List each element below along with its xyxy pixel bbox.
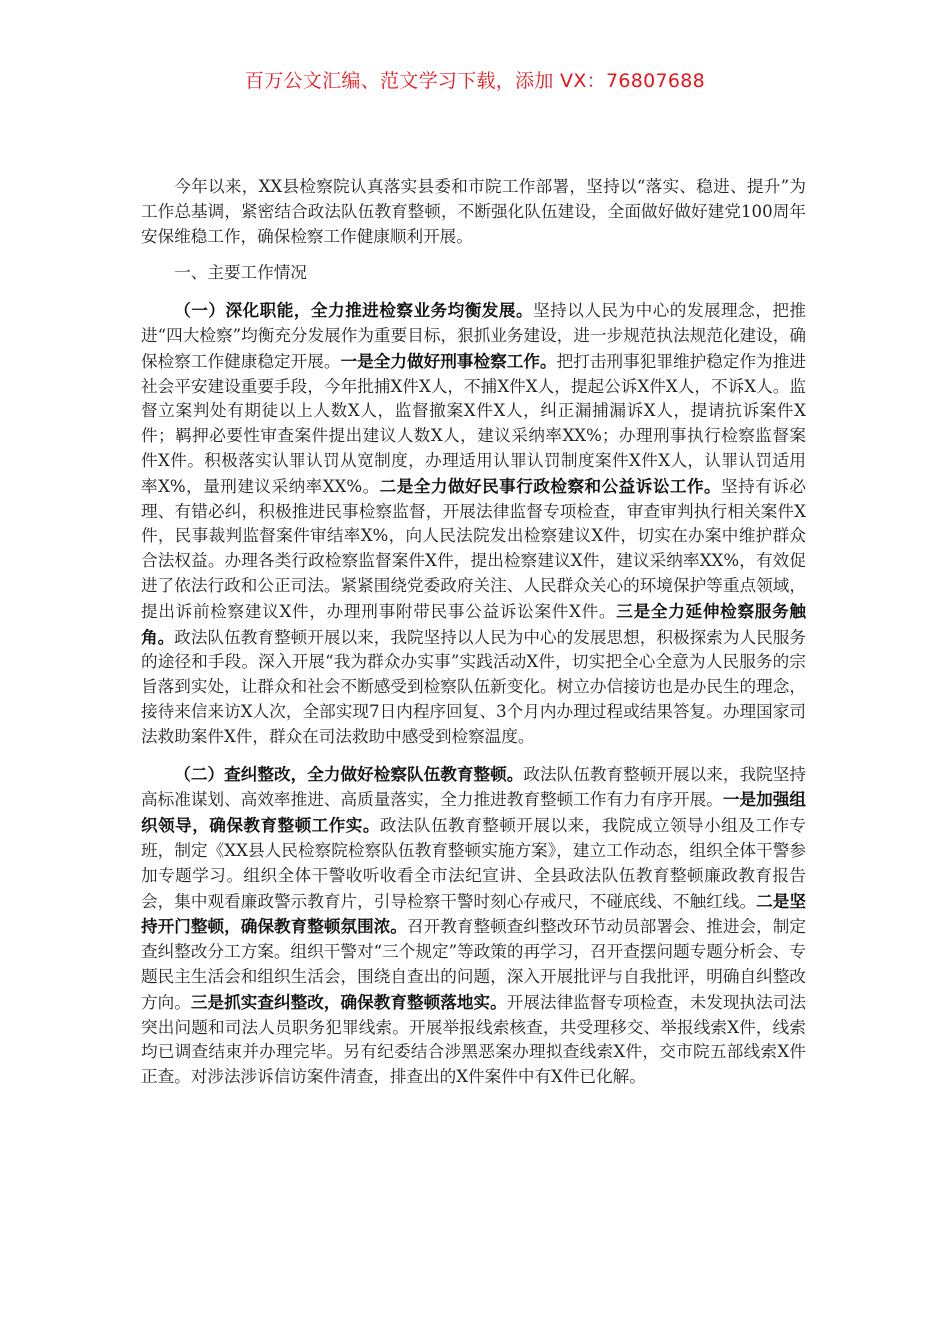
- paragraph-business-point-3: 三是全力延伸检察服务触角。: [141, 600, 806, 647]
- paragraph-business-lead: （一）深化职能，全力推进检察业务均衡发展。: [174, 300, 534, 321]
- paragraph-business-point-1: 一是全力做好刑事检察工作。: [340, 350, 557, 371]
- watermark-banner: 百万公文汇编、范文学习下载，添加 VX：76807688: [244, 70, 706, 92]
- intro-paragraph: 今年以来，XX县检察院认真落实县委和市院工作部署，坚持以“落实、稳进、提升”为工作总基调，紧密结合政法队伍教育整顿，不断强化队伍建设，全面做好做好建党100周年安保维稳工作，确保检察工作健康顺利开展。: [141, 177, 806, 246]
- paragraph-rectification-text-3: 召开教育整顿查纠整改环节动员部署会、推进会，制定查纠整改分工方案。组织干警对“三个规定”等政策的再学习，召开查摆问题专题分析会、专题民主生活会和组织生活会，围绕自查出的问题，深入开展批评与自我批评，明确自纠整改方向。: [141, 917, 807, 1012]
- paragraph-rectification: [141, 762, 806, 1090]
- section-heading: 一、主要工作情况: [174, 263, 307, 283]
- paragraph-rectification-text-4: 开展法律监督专项检查，未发现执法司法突出问题和司法人员职务犯罪线索。开展举报线索核查，共受理移交、举报线索X件，线索均已调查结束并办理完毕。另有纪委结合涉黑恶案办理拟查线索X件，交市院五部线索X件正查。对涉法涉诉信访案件清查，排查出的X件案件中有X件已化解。: [141, 992, 807, 1087]
- paragraph-rectification-text-1: 政法队伍教育整顿开展以来，我院坚持高标准谋划、高效率推进、高质量落实，全力推进教育整顿工作有力有序开展。: [141, 764, 807, 810]
- paragraph-rectification-point-2: 二是坚持开门整顿，确保教育整顿氛围浓。: [141, 890, 807, 937]
- paragraph-business-point-2: 二是全力做好民事行政检察和公益诉讼工作。: [379, 475, 722, 496]
- paragraph-business-text-1: 坚持以人民为中心的发展理念，把推进“四大检察”均衡充分发展作为重要目标，狠抓业务建设，进一步规范执法规范化建设，确保检察工作健康稳定开展。: [141, 301, 807, 371]
- paragraph-rectification-text-2: 政法队伍教育整顿开展以来，我院成立领导小组及工作专班，制定《XX县人民检察院检察队伍教育整顿实施方案》，建立工作动态，组织全体干警参加专题学习。组织全体干警收听收看全市法纪宣讲、全县政法队伍教育整顿廉政教育报告会，集中观看廉政警示教育片，引导检察干警时刻心存戒尺，不碰底线、不触红线。: [141, 816, 807, 911]
- paragraph-business-text-3: 坚持有诉必理、有错必纠，积极推进民事检察监督，开展法律监督专项检查，审查审判执行相关案件X件，民事裁判监督案件审结率X%，向人民法院发出检察建议X件，切实在办案中维护群众合法权益。办理各类行政检察监督案件X件，提出检察建议X件，建议采纳率XX%，有效促进了依法行政和公正司法。紧紧围绕党委政府关注、人民群众关心的环境保护等重点领域，提出诉前检察建议X件，办理刑事附带民事公益诉讼案件X件。: [141, 476, 806, 621]
- document-body: [141, 175, 806, 1102]
- paragraph-rectification-point-3: 三是抓实查纠整改，确保教育整顿落地实。: [190, 991, 507, 1012]
- paragraph-rectification-lead: （二）查纠整改，全力做好检察队伍教育整顿。: [174, 763, 524, 784]
- paragraph-business-text-2: 把打击刑事犯罪维护稳定作为推进社会平安建设重要手段，今年批捕X件X人，不捕X件X人，提起公诉X件X人，不诉X人。监督立案判处有期徒以上人数X人，监督撤案X件X人，纠正漏捕漏诉X人，提请抗诉案件X件；羁押必要性审查案件提出建议人数X人，建议采纳率XX%；办理刑事执行检察监督案件X件。积极落实认罪认罚从宽制度，办理适用认罪认罚制度案件X件X人，认罪认罚适用率X%，量刑建议采纳率XX%。: [141, 351, 807, 496]
- paragraph-business: [141, 298, 806, 749]
- paragraph-business-text-4: 政法队伍教育整顿开展以来，我院坚持以人民为中心的发展思想，积极探索为人民服务的途径和手段。深入开展“我为群众办实事”实践活动X件，切实把全心全意为人民服务的宗旨落到实处，让群众和社会不断感受到检察队伍新变化。树立办信接访也是办民生的理念，接待来信来访X人次，全部实现7日内程序回复、3个月内办理过程或结果答复。办理国家司法救助案件X件，群众在司法救助中感受到检察温度。: [141, 627, 807, 746]
- paragraph-rectification-point-1: 一是加强组织领导，确保教育整顿工作实。: [141, 789, 807, 836]
